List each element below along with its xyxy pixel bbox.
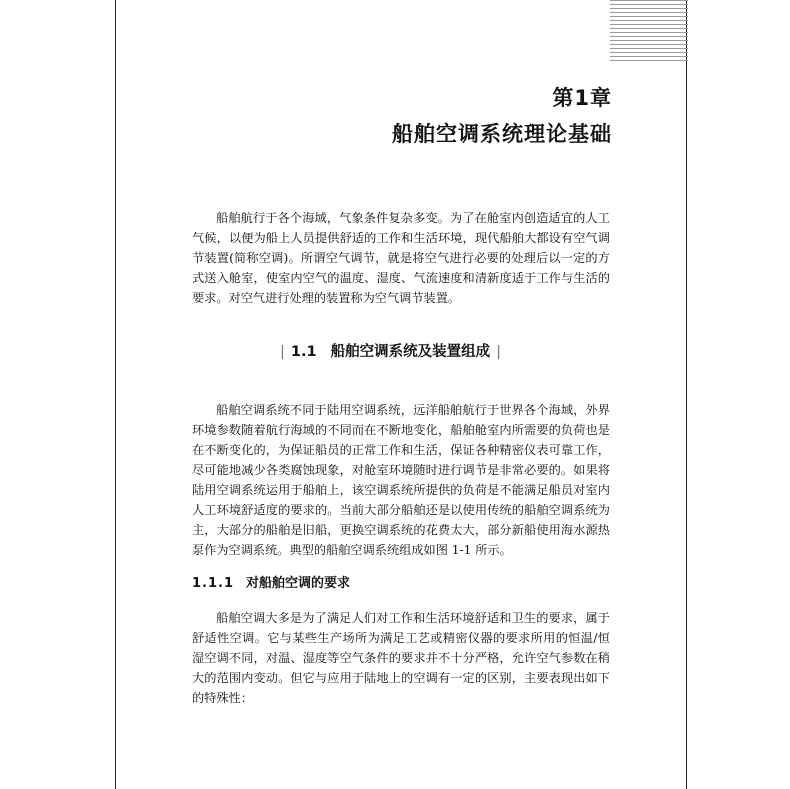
subsection-number: 1.1.1 xyxy=(192,576,235,591)
intro-paragraph: 船舶航行于各个海域，气象条件复杂多变。为了在舱室内创造适宜的人工气候，以便为船上人员提供舒适的工作和生活环境，现代船舶大都设有空气调节装置(简称空调)。所谓空气调节，就是将空气进行必要的处理后以一定的方式送入舱室，使室内空气的温度、湿度、气流速度和清新度适于工作与生活的要求。对空气进行处理的装置称为空气调节装置。 xyxy=(192,211,610,305)
heading-left-bar: | xyxy=(280,344,285,360)
subsection-heading xyxy=(192,572,350,591)
chapter-title: 船舶空调系统理论基础 xyxy=(392,122,612,146)
heading-right-bar: | xyxy=(496,344,501,360)
corner-decoration xyxy=(610,0,688,64)
subsection-title: 对船舶空调的要求 xyxy=(246,576,351,591)
section-number: 1.1 xyxy=(290,344,317,360)
section-title: 船舶空调系统及装置组成 xyxy=(330,344,491,360)
chapter-number: 第1章 xyxy=(552,86,612,110)
section-heading xyxy=(280,340,501,361)
subsection-paragraph: 船舶空调大多是为了满足人们对工作和生活环境舒适和卫生的要求，属于舒适性空调。它与某些生产场所为满足工艺或精密仪器的要求所用的恒温/恒湿空调不同，对温、湿度等空气条件的要求并不十分严格，允许空气参数在稍大的范围内变动。但它与应用于陆地上的空调有一定的区别，主要表现出如下的特殊性： xyxy=(192,611,610,705)
section-paragraph: 船舶空调系统不同于陆用空调系统，远洋船舶航行于世界各个海域，外界环境参数随着航行海域的不同而在不断地变化，船舶舱室内所需要的负荷也是在不断变化的，为保证船员的正常工作和生活，保证各种精密仪表可靠工作，尽可能地减少各类腐蚀现象，对舱室环境随时进行调节是非常必要的。如果将陆用空调系统运用于船舶上，该空调系统所提供的负荷是不能满足船员对室内人工环境舒适度的要求的。当前大部分船舶还是以使用传统的船舶空调系统为主，大部分的船舶是旧船，更换空调系统的花费太大，部分新船使用海水源热泵作为空调系统。典型的船舶空调系统组成如图 1-1 所示。 xyxy=(192,403,610,557)
